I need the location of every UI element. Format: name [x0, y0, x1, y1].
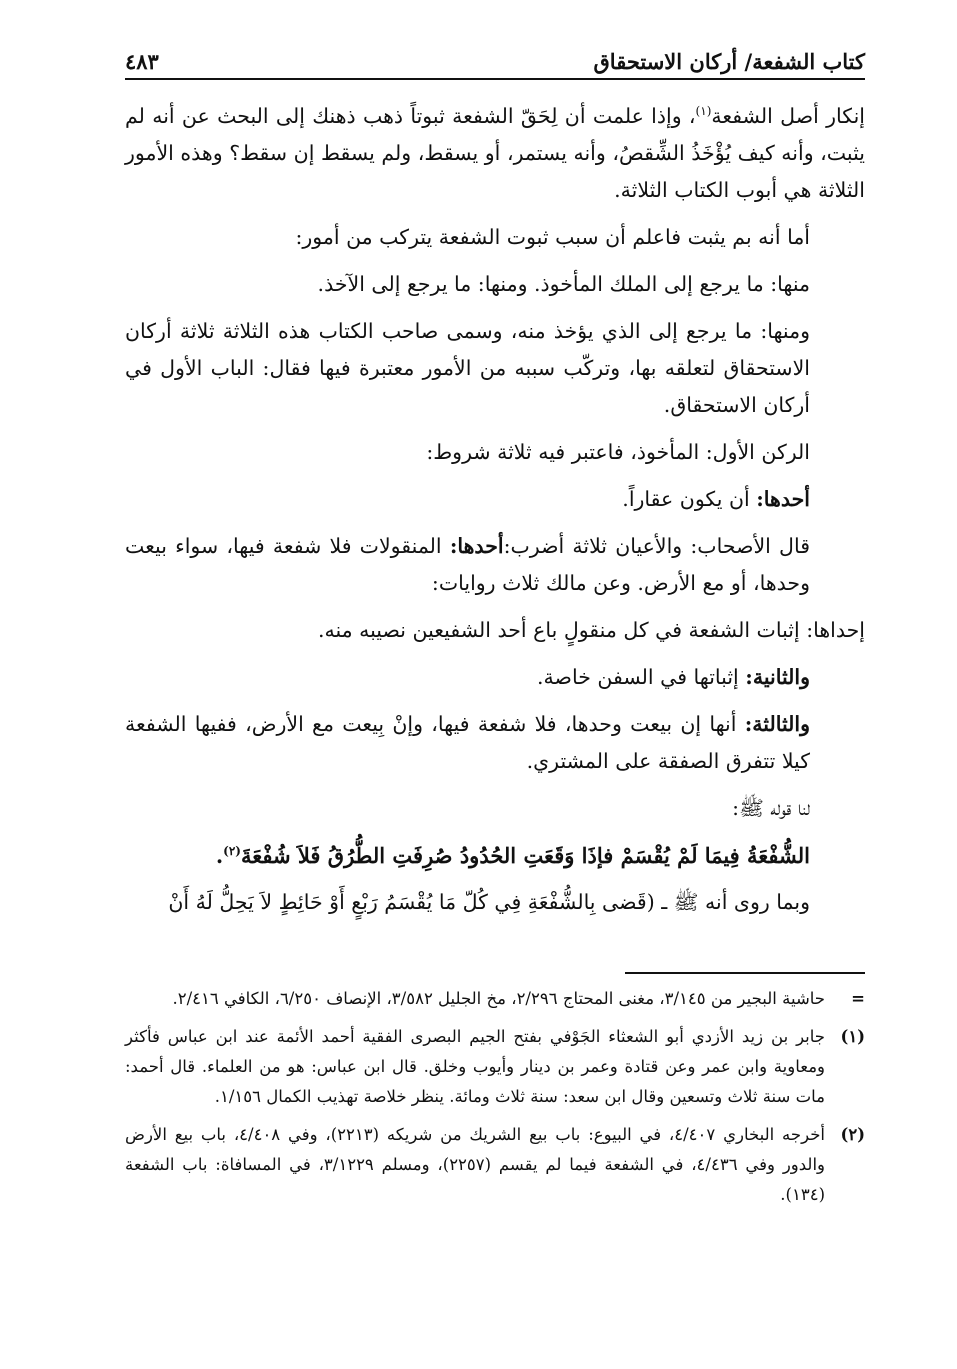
paragraph-7: [125, 528, 865, 602]
paragraph-6-lead: أحدها:: [756, 487, 810, 511]
footnote-rule: [625, 972, 865, 974]
footnote-mark: (١): [840, 1027, 865, 1046]
footnote-1: [125, 1022, 865, 1112]
paragraph-4: ومنها: ما يرجع إلى الذي يؤخذ منه، وسمى صاحب الكتاب هذه الثلاثة ثلاثة أركان الاستحقاق لتعلقه بها، وتركّب سببه من الأمور معتبرة فيها فقال: الباب الأول في أركان الاستحقاق.: [125, 319, 810, 417]
header-title: كتاب الشفعة/ أركان الاستحقاق: [593, 49, 865, 74]
paragraph-9-rest: إثباتها في السفن خاصة.: [537, 665, 746, 689]
hadith-quote: [125, 837, 865, 874]
footnote-mark: (٢): [840, 1125, 865, 1144]
footnote-mark: =: [851, 989, 865, 1008]
paragraph-1-start: إنكار أصل الشفعة: [711, 104, 865, 128]
paragraph-9: [125, 659, 865, 696]
paragraph-7-start: قال الأصحاب: والأعيان ثلاثة أضرب:: [503, 534, 810, 558]
paragraph-8: إحداها: إثبات الشفعة في كل منقولٍ باع أحد الشفيعين نصيبه منه.: [317, 618, 865, 642]
paragraph-1-rest: ، وإذا علمت أن لِحَقّ الشفعة ثبوتاً ذهب ذهنك إلى البحث عن أنه لم يثبت، وأنه كيف يُؤْخَذُ الشِّقصُ، وأنه يستمر، أو يسقط، ولم يسقط إن سقط؟ وهذه الأمور الثلاثة هي أبوب الكتاب الثلاثة.: [125, 104, 865, 202]
paragraph-6: [125, 481, 865, 518]
footnote-text: جابر بن زيد الأزدي أبو الشعثاء الجَوْفي بفتح الجيم البصرى الفقية أحمد الأئمة عند ابن عباس فأكثر ومعاوية وابن عمر وعن قتادة وعمر بن دينار وأيوب وخلق. قال ابن عباس: هو من العلماء. قال أحمد: مات سنة ثلاث وتسعين وقال ابن سعد: سنة ثلاث ومائة. ينظر خلاصة تهذيب الكمال ١/١٥٦.: [125, 1027, 825, 1106]
footnote-text: أخرجه البخاري ٤/٤٠٧، في البيوع: باب بيع الشريك من شريكه (٢٢١٣)، وفي ٤/٤٠٨، باب بيع الأرض والدور وفي ٤/٤٣٦، في الشفعة فيما لم يقسم (٢٢٥٧)، ومسلم ٣/١٢٢٩، في المسافاة: باب الشفعة (١٣٤).: [125, 1125, 825, 1204]
footnote-text: حاشية البجير من ٣/١٤٥، مغنى المحتاج ٢/٢٩٦، مخ الجليل ٣/٥٨٢، الإنصاف ٦/٢٥٠، الكافي ٢/٤١٦.: [172, 989, 825, 1008]
paragraph-7-rest: المنقولات فلا شفعة فيها، سواء بيعت وحدها، أو مع الأرض. وعن مالك ثلاث روايات:: [125, 534, 810, 595]
page-number: ٤٨٣: [125, 49, 159, 74]
footnote-continued: [125, 984, 865, 1014]
paragraph-6-rest: أن يكون عقاراً.: [622, 487, 757, 511]
footnote-2: [125, 1120, 865, 1210]
paragraph-10: [125, 706, 865, 780]
footnote-ref-2: (٢): [223, 844, 241, 858]
paragraph-1: [125, 98, 865, 209]
hadith-text: الشُّفْعَةُ فِيمَا لَمْ يُقْسَمْ فإذَا وَقَعَتِ الحُدُودُ صُرِفَتِ الطُّرُقُ فَلاَ شُفْعَةَ: [240, 843, 810, 868]
main-text: [125, 98, 865, 931]
paragraph-11: لنا قوله ﷺ:: [732, 796, 810, 820]
paragraph-10-lead: والثالثة:: [744, 712, 810, 736]
paragraph-9-lead: والثانية:: [745, 665, 810, 689]
footnote-ref-1: (١): [695, 104, 712, 119]
running-header: [125, 40, 865, 74]
footnotes: [125, 984, 865, 1218]
paragraph-2: أما أنه بم يثبت فاعلم أن سبب ثبوت الشفعة يتركب من أمور:: [295, 225, 810, 249]
paragraph-10-rest: أنها إن بيعت وحدها، فلا شفعة فيها، وإنْ بِيعت مع الأرض، ففيها الشفعة كيلا تتفرق الصفقة على المشتري.: [125, 712, 810, 773]
paragraph-5: الركن الأول: المأخوذ، فاعتبر فيه ثلاثة شروط:: [426, 440, 810, 464]
hadith-end: .: [215, 843, 224, 868]
paragraph-13: وبما روى أنه ﷺ ـ (قَضى بِالشُّفْعَةِ فِي كُلّ مَا يُقْسَمُ رَبْعٍ أَوْ حَائِطٍ لاَ يَحِلُّ لَهُ أَنْ: [168, 890, 810, 914]
paragraph-3: منها: ما يرجع إلى الملك المأخوذ. ومنها: ما يرجع إلى الآخذ.: [317, 272, 810, 296]
paragraph-7-lead: أحدها:: [449, 534, 504, 558]
header-rule: [125, 78, 865, 80]
book-page: [125, 40, 865, 1350]
